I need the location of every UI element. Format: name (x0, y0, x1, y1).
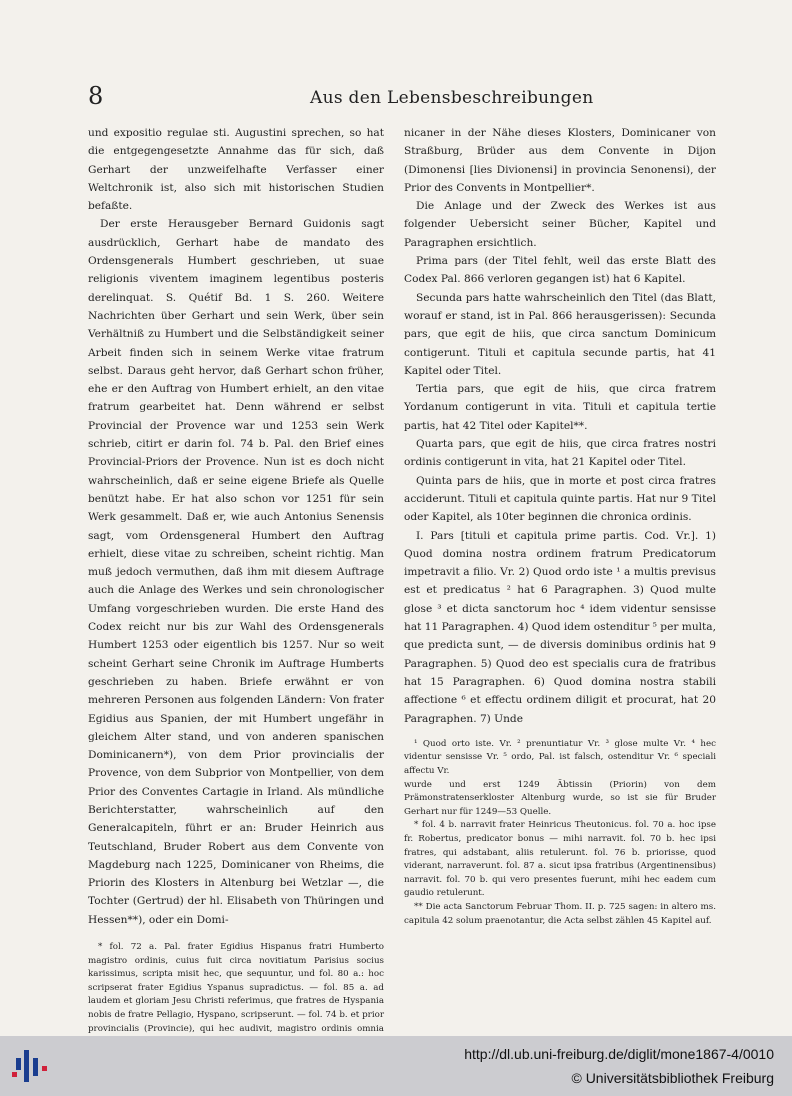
body-paragraph: Tertia pars, que egit de hiis, que circa fratrem Yordanum contigerunt in vita. Tituli et capitula tertie partis, hat 42 Titel oder Kapitel**. (404, 383, 716, 432)
body-paragraph: Die Anlage und der Zweck des Werkes ist aus folgender Uebersicht seiner Bücher, Kapitel und Paragraphen ersichtlich. (404, 200, 716, 249)
body-paragraph: I. Pars [tituli et capitula prime partis. Cod. Vr.]. 1) Quod domina nostra ordinem fratrum Predicatorum impetravit a filio. Vr. 2) Quod ordo iste ¹ a multis previsus est et predicatus ² hat 6 Paragraphen. 3) Quod multe glose ³ et dicta sanctorum hoc ⁴ idem videntur sensisse hat 11 Paragraphen. 4) Quod idem ostenditur ⁵ per multa, que predicta sunt, — de diversis dominibus ordinis hat 9 Paragraphen. 5) Quod deo est specialis cura de fratribus hat 15 Paragraphen. 6) Quod domina nostra stabili affectione ⁶ et effectu ordinem diligit et procurat, hat 20 Paragraphen. 7) Unde (404, 529, 716, 725)
logo-bar (33, 1058, 38, 1076)
body-paragraph: Der erste Herausgeber Bernard Guidonis sagt ausdrücklich, Gerhart habe de mandato des Ordensgenerals Humbert geschrieben, ut suae religionis viventem imaginem legentibus posteris derelinquat. S. Quétif Bd. 1 S. 260. Weitere Nachrichten über Gerhart und sein Werk, über sein Verhältniß zu Humbert und die Selbständigkeit seiner Arbeit finden sich in seinem Werke vitae fratrum selbst. Daraus geht hervor, daß Gerhart schon früher, ehe er den Auftrag von Humbert erhielt, an den vitae fratrum gearbeitet hat. Denn während er selbst Provincial der Provence war und 1253 sein Werk schrieb, citirt er darin fol. 74 b. Pal. den Brief eines Provincial-Priors der Provence. Nun ist es doch nicht wahrscheinlich, daß er seine eigene Briefe als Quelle benützt habe. Er hat also schon vor 1251 für sein Werk gesammelt. Daß er, wie auch Antonius Senensis sagt, vom Ordensgeneral Humbert den Auftrag erhielt, diese vitae zu schreiben, scheint richtig. Man muß jedoch vermuthen, daß ihm mit diesem Auftrage auch die Anlage des Werkes und sein chronologischer Umfang vorgeschrieben wurden. Die erste Hand des Codex reicht nur bis zur Wahl des Ordensgenerals Humbert 1253 oder eigentlich bis 1257. Nur so weit scheint Gerhart seine Chronik im Auftrage Humberts geschrieben zu haben. Briefe erwähnt er von mehreren Personen aus folgenden Ländern: Von frater Egidius aus Spanien, der mit Humbert ungefähr in gleichem Alter stand, und von anderen spanischen Dominicanern*), von dem Prior provincialis der Provence, von dem Subprior von Montpellier, von dem Prior des Conventes Cartagie in Irland. Als mündliche Berichterstatter, wahrscheinlich auf den Generalcapiteln, führt er an: Bruder Heinrich aus Teutschland, Bruder Robert aus dem Convente von Magdeburg nach 1225, Dominicaner von Rheims, die Priorin des Klosters in Altenburg bei Wetzlar —, die Tochter (Gertrud) der hl. Elisabeth von Thüringen und Hessen**), oder ein Domi- (88, 218, 384, 926)
page-number: 8 (88, 82, 104, 110)
right-column (404, 124, 716, 928)
body-paragraph: Prima pars (der Titel fehlt, weil das erste Blatt des Codex Pal. 866 verloren gegangen ist) hat 6 Kapitel. (404, 255, 716, 286)
body-paragraph: Quarta pars, que egit de hiis, que circa fratres nostri ordinis contigerunt in vita, hat 21 Kapitel oder Titel. (404, 438, 716, 469)
logo-bar (16, 1058, 21, 1070)
footnote: * fol. 72 a. Pal. frater Egidius Hispanus fratri Humberto magistro ordinis, cuius fuit circa novitiatum Parisius socius karissimus, scripta misit hec, que sequuntur, und fol. 80 a.: hoc scripserat frater Egidius Yspanus supradictus. — fol. 85 a. ad laudem et gloriam Jesu Christi referimus, que fratres de Hyspania nobis de fratre Pellagio, Hyspano, scripserunt. — fol. 74 b. et prior provincialis (Provincie), qui hec audivit, magistro ordinis omnia (88, 942, 384, 1034)
copyright-notice: © Universitätsbibliothek Freiburg (571, 1070, 774, 1086)
logo-dot (42, 1066, 47, 1071)
body-paragraph: und expositio regulae sti. Augustini sprechen, so hat die entgegengesetzte Annahme das für sich, daß Gerhart der unzweifelhafte Verfasser einer Weltchronik ist, also sich mit historischen Studien befaßte. (88, 127, 384, 213)
viewer-footer-bar (0, 1036, 792, 1096)
body-paragraph: nicaner in der Nähe dieses Klosters, Dominicaner von Straßburg, Brüder aus dem Convente in Dijon (Dimonensi [lies Divionensi] in provincia Senonensi), der Prior des Convents in Montpellier*. (404, 127, 716, 194)
running-title: Aus den Lebensbeschreibungen (310, 88, 594, 108)
body-paragraph: Secunda pars hatte wahrscheinlich den Titel (das Blatt, worauf er stand, ist in Pal. 866 herausgerissen): Secunda pars, que egit de hiis, que circa sanctum Dominicum contigerunt. Tituli et capitula secunde partis, hat 41 Kapitel oder Titel. (404, 291, 716, 377)
left-column (88, 124, 384, 1091)
permalink-url[interactable]: http://dl.ub.uni-freiburg.de/diglit/mone1867-4/0010 (464, 1046, 774, 1062)
body-paragraph: Quinta pars de hiis, que in morte et post circa fratres acciderunt. Tituli et capitula quinte partis. Hat nur 9 Titel oder Kapitel, als 10ter beginnen die chronica ordinis. (404, 474, 716, 524)
footnote: ** Die acta Sanctorum Februar Thom. II. p. 725 sagen: in altero ms. capitula 42 solum praenotantur, die Acta selbst zählen 45 Kapitel auf. (404, 901, 716, 926)
right-footnotes (404, 738, 716, 928)
footnote: * fol. 4 b. narravit frater Heinricus Theutonicus. fol. 70 a. hoc ipse fr. Robertus, predicator bonus — mihi narravit. fol. 70 b. hec ipsi fratres, qui adstabant, aliis retulerunt. fol. 76 b. priorisse, quod viderant, narraverunt. fol. 87 a. sicut ipsa fratribus (Argentinensibus) narravit. fol. 70 b. qui vero presentes fuerunt, mihi hec eadem cum gaudio retulerunt. (404, 820, 716, 899)
footnote: wurde und erst 1249 Äbtissin (Priorin) von dem Prämonstratenserkloster Altenburg wurde, so ist sie für Bruder Gerhart nur für 1249—53 Quelle. (404, 779, 716, 817)
page-header (80, 82, 712, 116)
logo-dot (12, 1072, 17, 1077)
library-logo-icon[interactable] (12, 1048, 52, 1084)
footnote: ¹ Quod orto iste. Vr. ² prenuntiatur Vr. ³ glose multe Vr. ⁴ hec videntur sensisse Vr. ⁵ ordo, Pal. ist falsch, ostenditur Vr. ⁶ speciali affectu Vr. (404, 738, 716, 776)
logo-bar (24, 1050, 29, 1082)
